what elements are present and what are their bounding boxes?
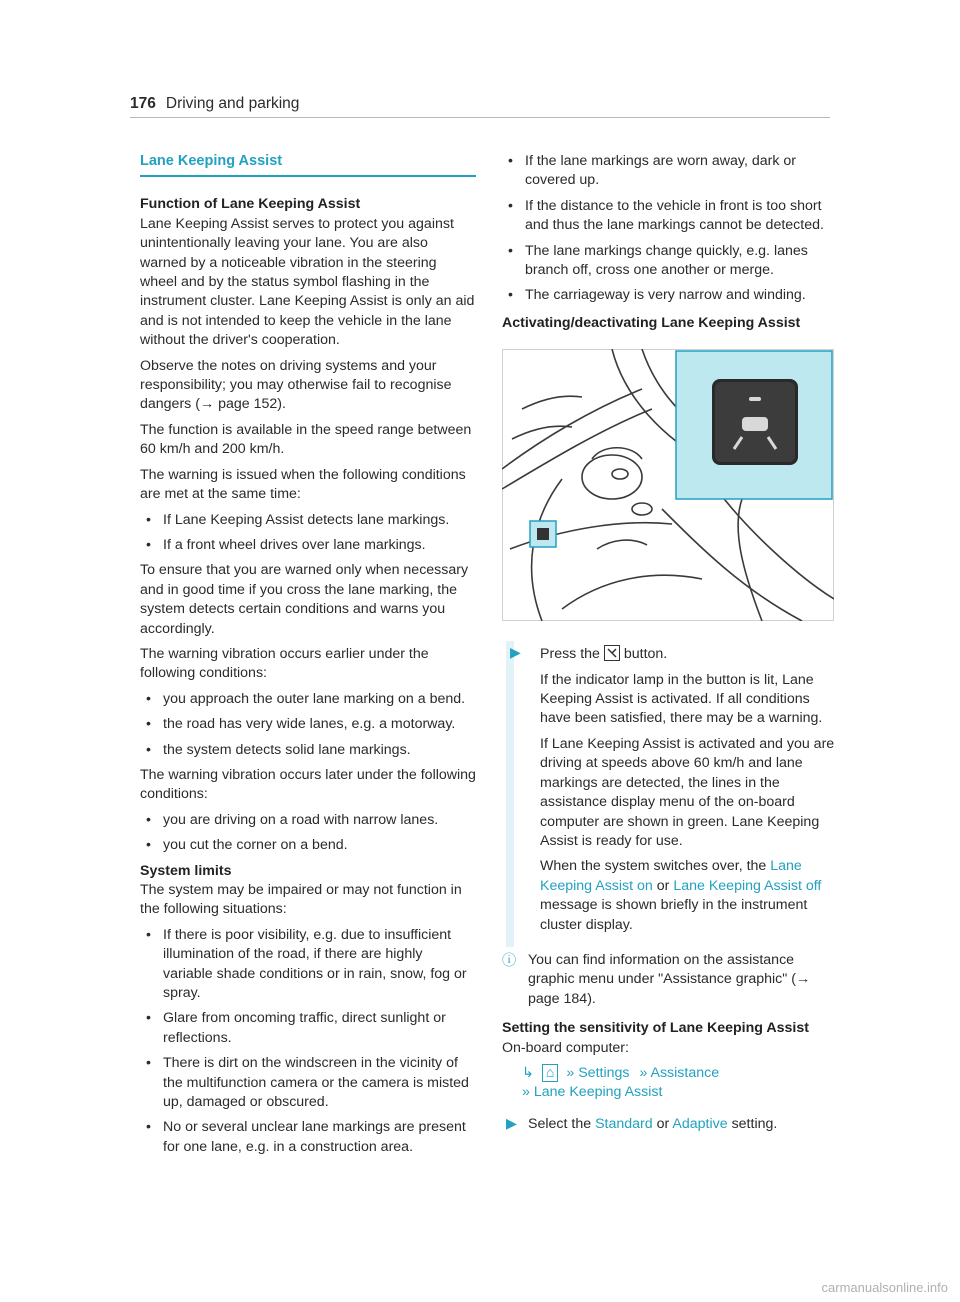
sensitivity-step: ▶ Select the Standard or Adaptive setting. [502,1115,836,1134]
press-text: Press the [540,646,600,663]
chevron-icon: » [522,1084,530,1101]
page-number: 176 [130,95,156,112]
message-lane-keeping-on: Lane Keeping Assist on [540,858,802,894]
ensure-paragraph: To ensure that you are warned only when necessary and in good time if you cross the lane marking, the system detects certain conditions and warns you accordingly. [140,562,469,637]
system-limits-heading: System limits [140,862,232,879]
list-item: • If the distance to the vehicle in front is too short and thus the lane markings cannot be detected. [502,197,836,236]
info-icon: ⓘ [502,952,517,969]
step-arrow-icon: ▶ [510,644,521,661]
page-ref-link[interactable]: → page 152 [199,396,278,413]
later-paragraph: The warning vibration occurs later under the following conditions: [140,766,476,803]
list-item: • Glare from oncoming traffic, direct sunlight or reflections. [140,1009,476,1048]
right-column [502,152,836,1134]
header-rule [130,117,830,118]
list-item: • If the lane markings are worn away, dark or covered up. [502,152,836,191]
later-list [140,811,476,856]
menu-settings[interactable]: Settings [578,1064,630,1081]
option-adaptive[interactable]: Adaptive [672,1115,728,1132]
message-lane-keeping-off: Lane Keeping Assist off [673,877,822,894]
activation-step [506,641,836,947]
chapter-title: Driving and parking [165,95,300,112]
responsibility-paragraph: Observe the notes on driving systems and your responsibility; you may otherwise fail to recognise dangers (→ page 152). [140,357,452,413]
button-text: button. [623,646,668,663]
list-item: • There is dirt on the windscreen in the vicinity of the multifunction camera or the camera is misted up, damaged or obscured. [140,1054,476,1112]
function-heading: Function of Lane Keeping Assist [140,196,361,213]
earlier-list [140,690,476,760]
onboard-label: On-board computer: [502,1039,629,1056]
dashboard-illustration [502,349,834,621]
speed-range-paragraph: The function is available in the speed range between 60 km/h and 200 km/h. [140,421,472,458]
intro-paragraph: Lane Keeping Assist serves to protect you against unintentionally leaving your lane. You are also warned by a noticeable vibration in the steering wheel and by the status symbol flashing in the instrument cluster. Lane Keeping Assist is only an aid and is not intended to keep the vehicle in the lane without the driver's cooperation. [140,215,475,349]
tip-note [502,951,836,1009]
list-item: • If a front wheel drives over lane markings. [140,536,476,555]
list-item: • the road has very wide lanes, e.g. a motorway. [140,715,476,734]
left-column [140,152,476,1163]
list-item: • No or several unclear lane markings are present for one lane, e.g. in a construction area. [140,1118,476,1157]
switch-message-paragraph: When the system switches over, the Lane Keeping Assist on or Lane Keeping Assist off message is shown briefly in the instrument cluster display. [540,858,822,933]
menu-path [502,1064,836,1103]
limits-paragraph: The system may be impaired or may not function in the following situations: [140,882,462,918]
section-title: Lane Keeping Assist [140,152,476,177]
sensitivity-heading: Setting the sensitivity of Lane Keeping Assist [502,1020,809,1037]
list-item: • you cut the corner on a bend. [140,836,476,855]
tip-text: You can find information on the assistance graphic menu under "Assistance graphic" (→ page 184). [528,951,811,1007]
list-item: • If Lane Keeping Assist detects lane markings. [140,511,476,530]
earlier-paragraph: The warning vibration occurs earlier under the following conditions: [140,645,429,682]
list-item: • you approach the outer lane marking on a bend. [140,690,476,709]
list-item: • The carriageway is very narrow and winding. [502,286,836,305]
conditions-list [140,511,476,556]
list-item: • you are driving on a road with narrow lanes. [140,811,476,830]
activate-heading: Activating/deactivating Lane Keeping Assist [502,314,801,331]
enter-arrow-icon: ↳ [522,1064,534,1081]
activated-paragraph: If Lane Keeping Assist is activated and you are driving at speeds above 60 km/h and lane markings are detected, the lines in the assistance display menu of the on-board computer are shown in green. Lane Keeping Assist is ready for use. [540,735,835,849]
list-item: • the system detects solid lane markings. [140,741,476,760]
list-item: • The lane markings change quickly, e.g. lanes branch off, cross one another or merge. [502,242,836,281]
limits-list-continued [502,152,836,306]
lane-keeping-glyph-icon [605,646,619,660]
option-standard[interactable]: Standard [595,1115,653,1132]
indicator-paragraph: If the indicator lamp in the button is lit, Lane Keeping Assist is activated. If all conditions have been satisfied, there may be a warning. [540,671,823,727]
steering-wheel-drawing [502,349,834,621]
home-icon[interactable]: ⌂ [542,1064,559,1082]
watermark: carmanualsonline.info [821,1280,948,1295]
press-button-line [540,645,836,664]
step-arrow-icon: ▶ [506,1115,517,1132]
warning-conditions-paragraph: The warning is issued when the following conditions are met at the same time: [140,466,466,503]
lane-keeping-button-icon[interactable] [604,645,620,661]
list-item: • If there is poor visibility, e.g. due to insufficient illumination of the road, if there are highly variable shade conditions or in rain, snow, fog or spray. [140,926,476,1004]
menu-assistance[interactable]: Assistance [650,1064,720,1081]
limits-list [140,926,476,1157]
chevron-icon: » [566,1064,575,1081]
chevron-icon: » [639,1064,648,1081]
page-ref-link[interactable]: → page 184 [528,971,811,1007]
menu-lane-keeping-assist[interactable]: Lane Keeping Assist [533,1084,663,1101]
